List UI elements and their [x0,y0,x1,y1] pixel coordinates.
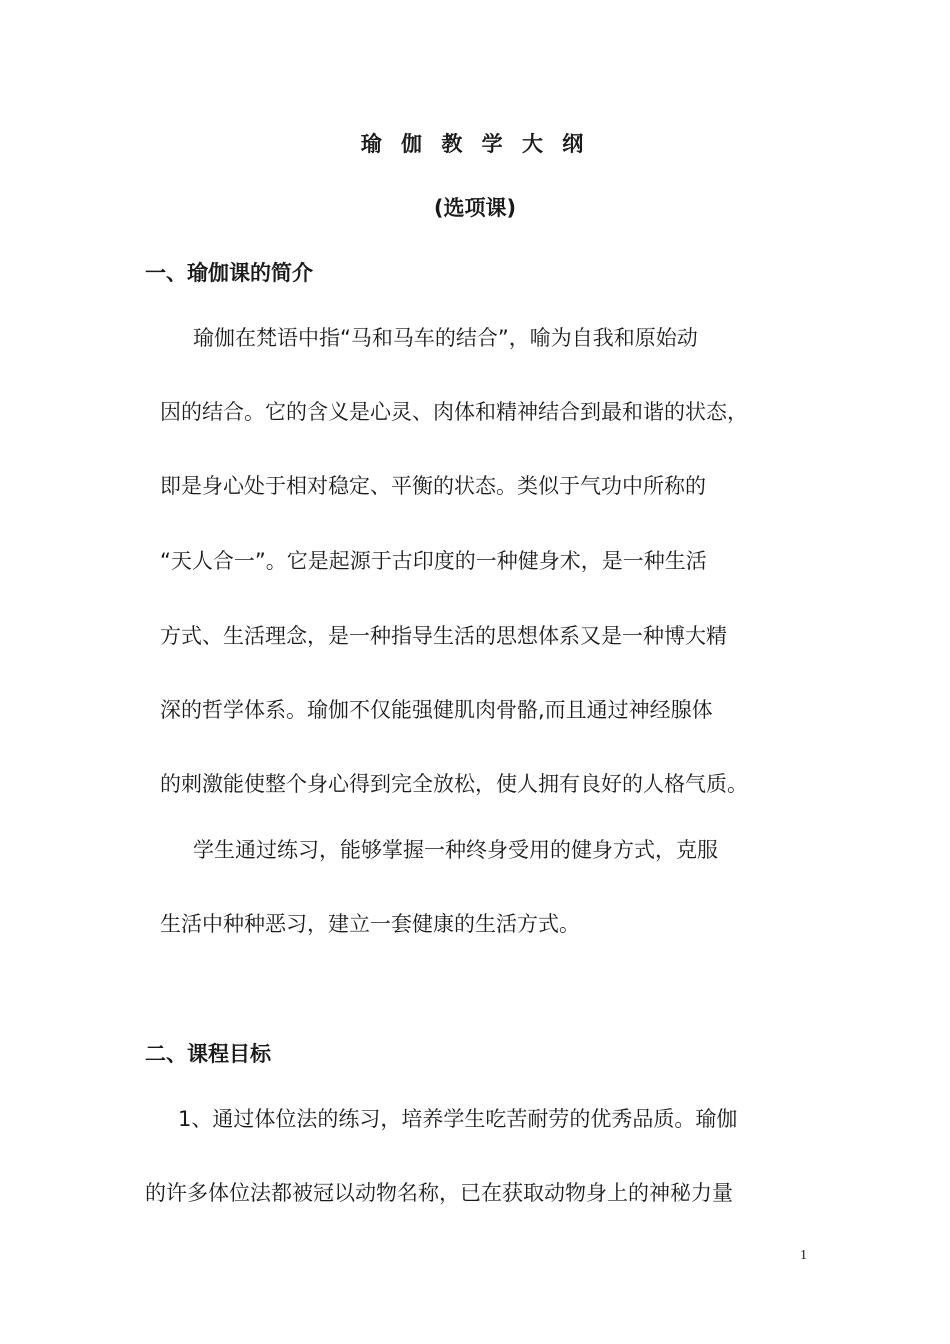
paragraph-line: 因的结合。它的含义是心灵、肉体和精神结合到最和谐的状态， [160,400,748,424]
section-1-heading: 一、瑜伽课的简介 [145,261,313,285]
paragraph-line: 的许多体位法都被冠以动物名称，已在获取动物身上的神秘力量 [145,1181,733,1205]
paragraph-line: 即是身心处于相对稳定、平衡的状态。类似于气功中所称的 [160,474,706,498]
paragraph-line: 生活中种种恶习，建立一套健康的生活方式。 [160,912,580,936]
page-number: 1 [800,1248,807,1263]
paragraph-line: 学生通过练习，能够掌握一种终身受用的健身方式，克服 [193,838,718,862]
paragraph-line: 方式、生活理念，是一种指导生活的思想体系又是一种博大精 [160,624,727,648]
paragraph-line: 1、通过体位法的练习，培养学生吃苦耐劳的优秀品质。瑜伽 [178,1107,738,1131]
section-2-heading: 二、课程目标 [145,1042,271,1066]
document-subtitle: (选项课) [433,196,517,220]
document-title: 瑜 伽 教 学 大 纲 [360,132,590,156]
paragraph-line: “天人合一”。它是起源于古印度的一种健身术，是一种生活 [160,549,707,573]
paragraph-line: 深的哲学体系。瑜伽不仅能强健肌肉骨骼,而且通过神经腺体 [160,698,713,722]
paragraph-line: 瑜伽在梵语中指“马和马车的结合”，喻为自我和原始动 [193,326,698,350]
paragraph-line: 的刺激能使整个身心得到完全放松，使人拥有良好的人格气质。 [160,772,748,796]
